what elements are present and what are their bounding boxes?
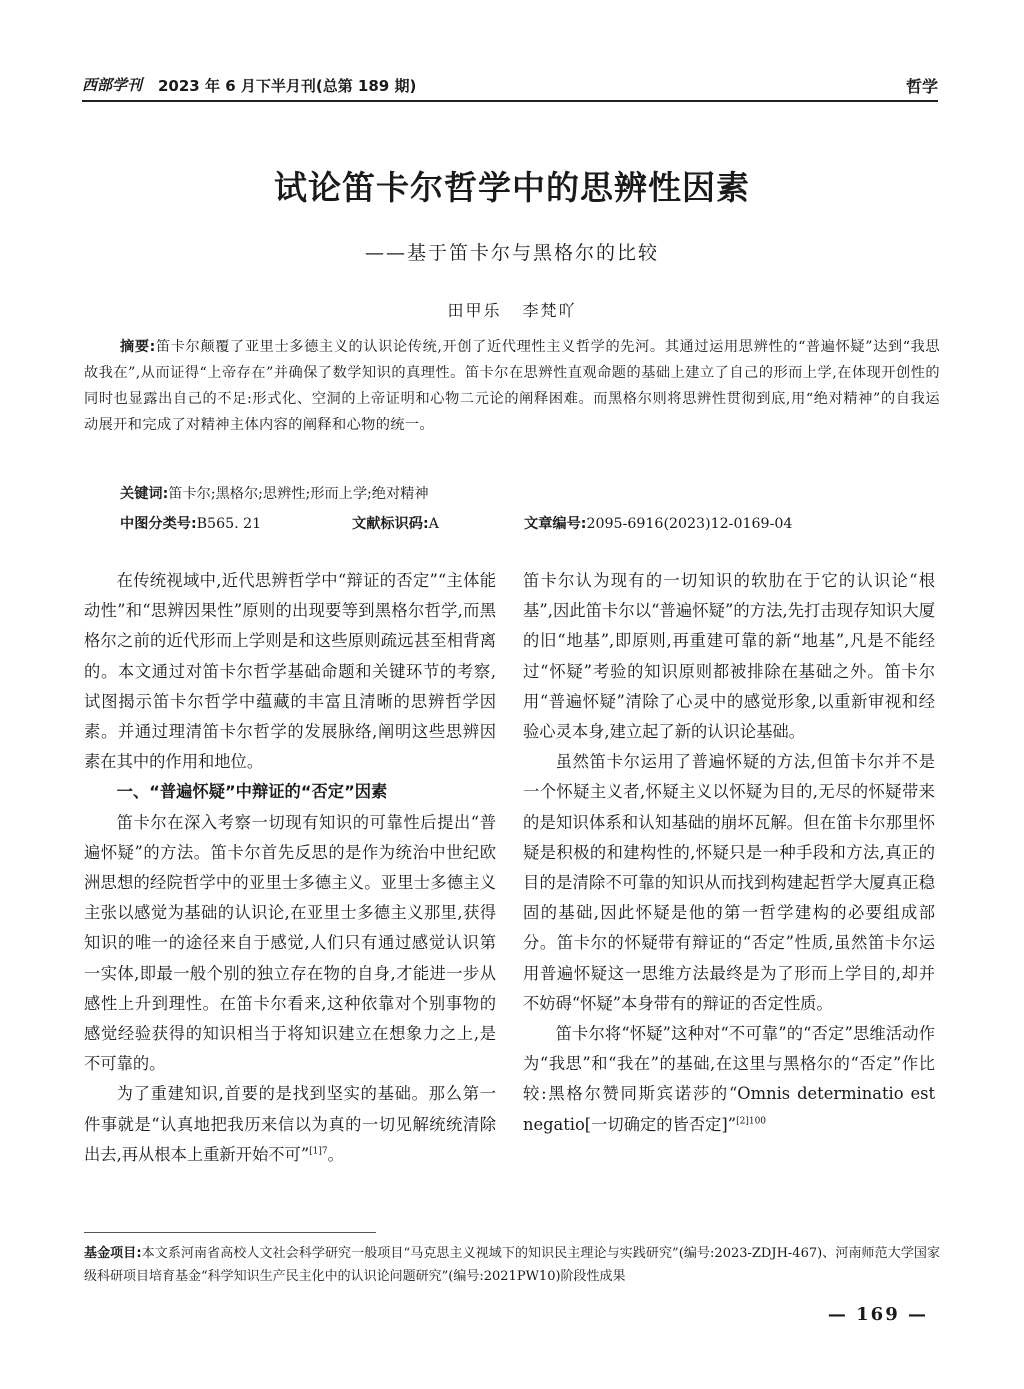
page-number: — 169 —: [827, 1304, 928, 1325]
funding-label: 基金项目:: [84, 1246, 142, 1261]
paragraph: 笛卡尔将“怀疑”这种对“不可靠”的“否定”思维活动作为“我思”和“我在”的基础,在这里与黑格尔的“否定”作比较:黑格尔赞同斯宾诺莎的“Omnis determinatio est negatio[一切确定的皆否定]”$^{[2]100}$: [523, 1024, 935, 1134]
paragraph: 为了重建知识,首要的是找到坚实的基础。那么第一件事就是“认真地把我历来信以为真的一切见解统统清除出去,再从根本上重新开始不可”$^{[1]7}$。: [84, 1084, 496, 1164]
keywords: [120, 483, 429, 503]
body-column-right: [523, 566, 935, 1140]
article-authors: 田甲乐 李梵吖: [447, 301, 577, 320]
classification-row: [120, 513, 880, 535]
clc-number: 中图分类号:B565. 21: [120, 516, 262, 532]
paragraph: 虽然笛卡尔运用了普遍怀疑的方法,但笛卡尔并不是一个怀疑主义者,怀疑主义以怀疑为目的,无尽的怀疑带来的是知识体系和认知基础的崩坏瓦解。但在笛卡尔那里怀疑是积极的和建构性的,怀疑只是一种手段和方法,真正的目的是清除不可靠的知识从而找到构建起哲学大厦真正稳固的基础,因此怀疑是他的第一哲学建构的必要组成部分。笛卡尔的怀疑带有辩证的“否定”性质,虽然笛卡尔运用普遍怀疑这一思维方法最终是为了形而上学目的,却并不妨碍“怀疑”本身带有的辩证的否定性质。: [523, 752, 935, 1013]
abstract-text: 笛卡尔颠覆了亚里士多德主义的认识论传统,开创了近代理性主义哲学的先河。其通过运用思辨性的“普遍怀疑”达到“我思故我在”,从而证得“上帝存在”并确保了数学知识的真理性。笛卡尔在思辨性直观命题的基础上建立了自己的形而上学,在体现开创性的同时也显露出自己的不足:形式化、空洞的上帝证明和心物二元论的阐释困难。而黑格尔则将思辨性贯彻到底,用“绝对精神”的自我运动展开和完成了对精神主体内容的阐释和心物的统一。: [84, 339, 940, 433]
section-heading: 一、“普遍怀疑”中辩证的“否定”因素: [116, 782, 388, 802]
paragraph: 笛卡尔认为现有的一切知识的软肋在于它的认识论“根基”,因此笛卡尔以“普遍怀疑”的方法,先打击现存知识大厦的旧“地基”,即原则,再重建可靠的新“地基”,凡是不能经过“怀疑”考验的知识原则都被排除在基础之外。笛卡尔用“普遍怀疑”清除了心灵中的感觉形象,以重新审视和经验心灵本身,建立起了新的认识论基础。: [523, 571, 935, 742]
citation: [2]100: [736, 1116, 767, 1127]
running-header: [82, 70, 938, 102]
funding-note: [84, 1242, 940, 1288]
article-number: 文章编号:2095-6916(2023)12-0169-04: [524, 516, 793, 532]
keywords-text: 笛卡尔;黑格尔;思辨性;形而上学;绝对精神: [168, 486, 429, 502]
journal-issue: 2023 年 6 月下半月刊(总第 189 期): [158, 77, 417, 95]
abstract: [84, 334, 940, 438]
funding-text: 本文系河南省高校人文社会科学研究一般项目“马克思主义视域下的知识民主理论与实践研究”(编号:2023-ZDJH-467)、河南师范大学国家级科研项目培育基金“科学知识生产民主化中的认识论问题研究”(编号:2021PW10)阶段性成果: [84, 1246, 940, 1284]
article-title: 试论笛卡尔哲学中的思辨性因素: [274, 168, 750, 207]
keywords-label: 关键词:: [120, 486, 169, 502]
body-column-left: [84, 566, 496, 1170]
paragraph: 笛卡尔在深入考察一切现有知识的可靠性后提出“普遍怀疑”的方法。笛卡尔首先反思的是作为统治中世纪欧洲思想的经院哲学中的亚里士多德主义。亚里士多德主义主张以感觉为基础的认识论,在亚里士多德主义那里,获得知识的唯一的途径来自于感觉,人们只有通过感觉认识第一实体,即最一般个别的独立存在物的自身,才能进一步从感性上升到理性。在笛卡尔看来,这种依靠对个别事物的感觉经验获得的知识相当于将知识建立在想象力之上,是不可靠的。: [84, 812, 496, 1074]
section-label: 哲学: [905, 77, 938, 96]
document-code: 文献标识码:A: [352, 516, 439, 532]
citation: [1]7: [309, 1146, 328, 1157]
abstract-label: 摘要:: [120, 339, 156, 355]
article-subtitle: ——基于笛卡尔与黑格尔的比较: [364, 242, 659, 264]
footnote-divider: [84, 1232, 376, 1233]
journal-name: 西部学刊: [82, 76, 143, 94]
paragraph: 在传统视域中,近代思辨哲学中“辩证的否定”“主体能动性”和“思辨因果性”原则的出现要等到黑格尔哲学,而黑格尔之前的近代形而上学则是和这些原则疏远甚至相背离的。本文通过对笛卡尔哲学基础命题和关键环节的考察,试图揭示笛卡尔哲学中蕴藏的丰富且清晰的思辨哲学因素。并通过理清笛卡尔哲学的发展脉络,阐明这些思辨因素在其中的作用和地位。: [84, 571, 496, 772]
